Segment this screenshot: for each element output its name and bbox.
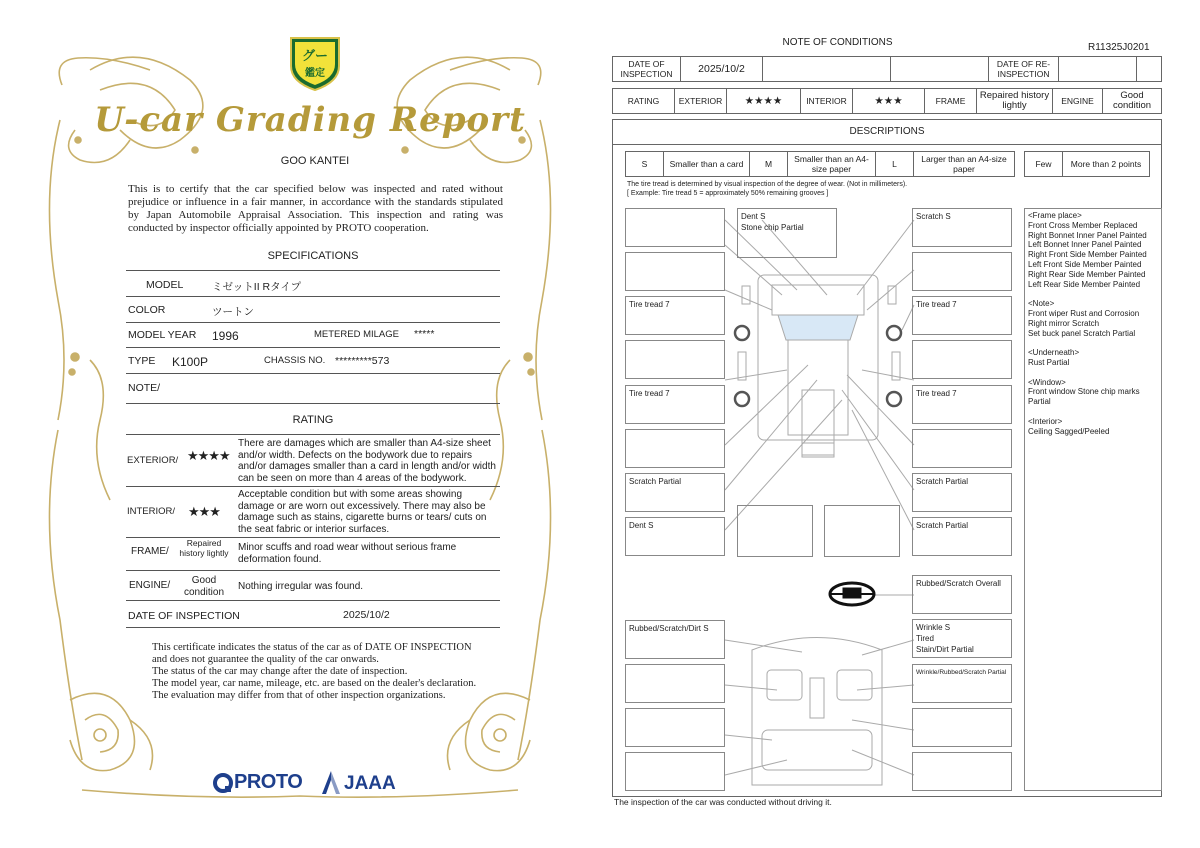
rear-seat — [762, 730, 872, 770]
desc-line: Right Bonnet Inner Panel Painted — [1028, 230, 1147, 240]
divider — [126, 570, 500, 571]
note-box-wrinkle — [912, 619, 1012, 658]
seat-right — [837, 670, 872, 700]
wrinkle-text: Wrinkle S — [916, 623, 951, 632]
interior-stars: ★★★ — [188, 504, 220, 519]
chassis-value: *********573 — [335, 355, 390, 367]
divider — [126, 322, 500, 323]
frame-description: Minor scuffs and road wear without serious frame deformation found. — [238, 542, 457, 565]
date-row — [612, 56, 1162, 82]
note-box-wrinkle-rubbed: Wrinkle/Rubbed/Scratch Partial — [912, 664, 1012, 703]
desc-line: Rust Partial — [1028, 357, 1070, 367]
desc-line: Left Bonnet Inner Panel Painted — [1028, 240, 1142, 250]
note-box-middle-bottom-2 — [824, 505, 900, 557]
conditions-title: NOTE OF CONDITIONS — [782, 37, 893, 48]
interior-label: INTERIOR/ — [127, 506, 176, 517]
note-box-interior-left-4 — [625, 752, 725, 791]
interior-description: Acceptable condition but with some areas showing damage or are worn out excessively. There may also be damage such as stains, cigarette burns or tears/ cuts on the seat fabric or interior surfaces. — [238, 489, 487, 535]
date-empty-cell — [1059, 57, 1137, 81]
jaaa-logo: JAAA — [344, 773, 396, 794]
desc-line — [1028, 368, 1158, 378]
date-of-inspection-label: DATE OF INSPECTION — [613, 57, 681, 81]
frame-value: Repaired history lightly — [977, 89, 1053, 113]
subtitle: GOO KANTEI — [280, 155, 350, 167]
few-legend — [1024, 151, 1150, 177]
footer-note: The inspection of the car was conducted without driving it. — [614, 797, 832, 807]
rating-heading: RATING — [292, 414, 334, 426]
desc-line: Right Front Side Member Painted — [1028, 250, 1147, 260]
disclaimer-line: The status of the car may change after the date of inspection. — [152, 666, 408, 677]
date-of-inspection-value: 2025/10/2 — [681, 57, 763, 81]
frame-label: FRAME — [925, 89, 977, 113]
proto-logo-icon — [212, 772, 234, 794]
desc-line: Front wiper Rust and Corrosion — [1028, 308, 1140, 318]
note-box-dent-stone-chip — [737, 208, 837, 258]
car-bed — [802, 390, 834, 455]
model-label: MODEL — [146, 279, 184, 291]
note-box-dent-s-bottom: Dent S — [625, 517, 725, 556]
jaaa-logo-icon — [320, 770, 342, 796]
note-box-scratch-partial-right-2: Scratch Partial — [912, 517, 1012, 556]
car-bonnet — [772, 285, 864, 315]
date-empty-cell — [763, 57, 891, 81]
console — [810, 678, 824, 718]
tire-icon-fr — [887, 326, 901, 340]
note-box-rubbed-dirt: Rubbed/Scratch/Dirt S — [625, 620, 725, 659]
desc-line: <Interior> — [1028, 416, 1063, 426]
note-box-middle-bottom-1 — [737, 505, 813, 557]
note-box-scratch-partial-left: Scratch Partial — [625, 473, 725, 512]
size-legend — [625, 151, 1015, 177]
desc-line: Front window Stone chip marks Partial — [1028, 387, 1140, 407]
tire-icon-rl — [735, 392, 749, 406]
desc-line — [1028, 407, 1158, 417]
legend-few-desc: More than 2 points — [1070, 159, 1142, 169]
note-box-interior-left-2 — [625, 664, 725, 703]
tired-text: Tired — [916, 634, 934, 643]
engine-label: ENGINE/ — [129, 580, 171, 591]
note-box-left-2 — [625, 252, 725, 291]
type-value: K100P — [172, 355, 209, 369]
note-box-right-6 — [912, 429, 1012, 468]
desc-line: <Underneath> — [1028, 348, 1080, 358]
divider — [126, 270, 500, 271]
note-box-interior-right-3 — [912, 708, 1012, 747]
disclaimer — [152, 642, 482, 702]
desc-line — [1028, 289, 1158, 299]
note-box-left-4 — [625, 340, 725, 379]
goo-kantei-badge-logo — [287, 32, 343, 92]
legend-m: M — [750, 152, 788, 176]
seat-left — [767, 670, 802, 700]
car-windshield — [778, 315, 858, 340]
legend-few: Few — [1025, 152, 1063, 176]
desc-line — [1028, 338, 1158, 348]
frame-value: Repaired history lightly — [179, 538, 229, 558]
tire-icon-fl — [735, 326, 749, 340]
svg-text:グー: グー — [301, 49, 329, 64]
desc-line: Left Front Side Member Painted — [1028, 259, 1142, 269]
note-box-interior-right-4 — [912, 752, 1012, 791]
svg-text:鑑定: 鑑定 — [305, 68, 325, 79]
divider — [126, 373, 500, 374]
model-year-value: 1996 — [212, 329, 239, 343]
divider — [126, 347, 500, 348]
type-label: TYPE — [128, 355, 156, 367]
model-year-label: MODEL YEAR — [128, 329, 197, 341]
exterior-stars: ★★★★ — [187, 448, 230, 463]
disclaimer-line: The model year, car name, mileage, etc. are based on the dealer's declaration. — [152, 678, 477, 689]
engine-value: Good condition — [1112, 90, 1152, 111]
desc-line: Left Rear Side Member Painted — [1028, 279, 1141, 289]
exterior-label: EXTERIOR — [675, 89, 727, 113]
engine-description: Nothing irregular was found. — [238, 581, 364, 592]
note-box-interior-left-3 — [625, 708, 725, 747]
legend-l-desc: Larger than an A4-size paper — [921, 154, 1007, 174]
note-box-tire-fr: Tire tread 7 — [912, 296, 1012, 335]
exterior-description: There are damages which are smaller than A4-size sheet and/or width. Defects on the bodywork due to repairs and/or damages smaller than a card in length and/or width can be seen on more than 4 areas of the bodywork. — [238, 438, 496, 484]
divider — [126, 600, 500, 601]
note-box-right-4 — [912, 340, 1012, 379]
model-value: ミゼットII Rタイプ — [212, 281, 302, 293]
desc-line: Right mirror Scratch — [1028, 318, 1100, 328]
desc-line: <Window> — [1028, 377, 1066, 387]
interior-outline — [752, 638, 882, 786]
proto-logo: PROTO — [234, 771, 303, 793]
desc-line: Right Rear Side Member Painted — [1028, 269, 1146, 279]
report-id: R11325J0201 — [1088, 42, 1150, 53]
engine-value: Good condition — [183, 575, 225, 598]
legend-l: L — [876, 152, 914, 176]
disclaimer-line: The evaluation may differ from that of other inspection organizations. — [152, 690, 446, 701]
color-value: ツートン — [212, 306, 254, 318]
exterior-stars: ★★★★ — [727, 89, 801, 113]
divider — [126, 296, 500, 297]
desc-line: Front Cross Member Replaced — [1028, 220, 1138, 230]
note-label: NOTE/ — [128, 382, 161, 394]
tire-note-line: [ Example: Tire tread 5 = approximately 50% remaining grooves ] — [627, 190, 829, 197]
note-box-right-2 — [912, 252, 1012, 291]
date-of-reinspection-label: DATE OF RE-INSPECTION — [989, 57, 1059, 81]
car-cab — [788, 340, 848, 435]
descriptions-list — [1024, 208, 1162, 791]
steering-wheel-icon — [830, 583, 874, 605]
rating-label: RATING — [613, 89, 675, 113]
mirror-left — [742, 286, 750, 304]
descriptions-heading: DESCRIPTIONS — [612, 119, 1162, 145]
desc-line: Ceiling Sagged/Peeled — [1028, 426, 1110, 436]
dent-s-text: Dent S — [741, 212, 766, 221]
note-box-left-6 — [625, 429, 725, 468]
note-box-tire-rl: Tire tread 7 — [625, 385, 725, 424]
interior-stars: ★★★ — [853, 89, 925, 113]
desc-line: <Note> — [1028, 299, 1055, 309]
interior-label: INTERIOR — [801, 89, 853, 113]
metered-milage-label: METERED MILAGE — [314, 329, 399, 340]
certification-intro: This is to certify that the car specified below was inspected and rated without prejudice or influence in a fair manner, in accordance with the standards stipulated by Japan Automobile Appraisal Association. This inspection and rating was conducted by inspector officially appointed by PROTO cooperation. — [128, 183, 503, 234]
note-box-tire-fl: Tire tread 7 — [625, 296, 725, 335]
desc-line: <Frame place> — [1028, 211, 1082, 220]
rating-row — [612, 88, 1162, 114]
disclaimer-line: This certificate indicates the status of the car as of DATE OF INSPECTION and does not guarantee the quality of the car onwards. — [152, 642, 472, 665]
metered-milage-value: ***** — [414, 328, 435, 340]
divider — [126, 403, 500, 404]
chassis-label: CHASSIS NO. — [264, 355, 326, 366]
exterior-label: EXTERIOR/ — [127, 455, 179, 466]
note-box-scratch-partial-right-1: Scratch Partial — [912, 473, 1012, 512]
color-label: COLOR — [128, 304, 166, 316]
side-left — [738, 352, 746, 380]
legend-m-desc: Smaller than an A4-size paper — [788, 152, 876, 176]
stone-chip-text: Stone chip Partial — [741, 223, 804, 232]
tire-tread-note — [627, 180, 907, 198]
tire-icon-rr — [887, 392, 901, 406]
note-box-tire-rr: Tire tread 7 — [912, 385, 1012, 424]
note-box-rubbed-overall: Rubbed/Scratch Overall — [912, 575, 1012, 614]
date-of-inspection-label: DATE OF INSPECTION — [128, 610, 240, 622]
engine-label: ENGINE — [1053, 89, 1103, 113]
date-of-inspection-value: 2025/10/2 — [343, 609, 390, 621]
divider — [126, 627, 500, 628]
desc-line: Set buck panel Scratch Partial — [1028, 328, 1136, 338]
note-box-left-1 — [625, 208, 725, 247]
report-title: U-car Grading Report — [94, 100, 526, 140]
divider — [126, 486, 500, 487]
note-of-conditions — [600, 0, 1200, 848]
legend-s: S — [626, 152, 664, 176]
note-box-scratch-s: Scratch S — [912, 208, 1012, 247]
divider — [126, 434, 500, 435]
specifications-heading: SPECIFICATIONS — [267, 250, 359, 262]
legend-s-desc: Smaller than a card — [664, 152, 750, 176]
frame-label: FRAME/ — [131, 546, 169, 557]
date-empty-cell — [891, 57, 989, 81]
stain-text: Stain/Dirt Partial — [916, 645, 974, 654]
tire-note-line: The tire tread is determined by visual inspection of the degree of wear. (Not in millimeters). — [627, 181, 908, 188]
